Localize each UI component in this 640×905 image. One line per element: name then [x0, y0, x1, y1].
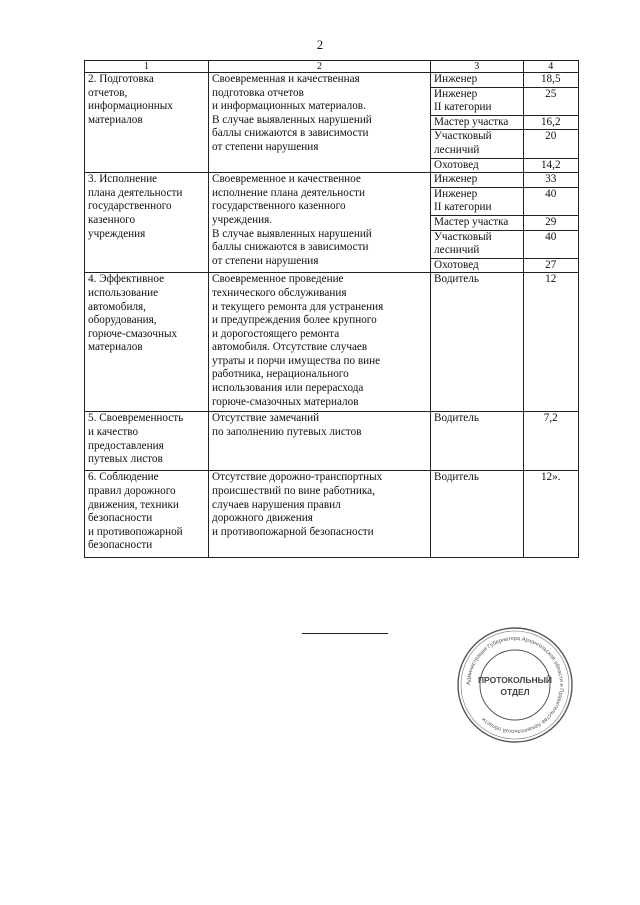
indicator-cell: 2. Подготовка отчетов, информационных материалов [85, 73, 209, 173]
position-points: 25 [523, 87, 578, 115]
position-points: 14,2 [540, 158, 561, 171]
position-points: 16,2 [523, 115, 578, 130]
table-row [85, 412, 579, 471]
header-col-3: 3 [431, 61, 523, 72]
position-points: 40 [523, 230, 578, 258]
position-points: 7,2 [543, 412, 558, 425]
position-name: Инженер II категории [431, 87, 523, 115]
position-name: Мастер участка [431, 215, 523, 230]
stamp-ring-text: Администрация Губернатора Архангельской области и Правительства Архангельской области [465, 635, 565, 735]
position-name: Мастер участка [431, 115, 523, 130]
criteria-table [84, 60, 579, 558]
criteria-cell: Своевременная и качественная подготовка отчетов и информационных материалов. В случае выявленных нарушений баллы снижаются в зависимости от степени нарушения [209, 73, 431, 173]
position-points: 12». [540, 471, 561, 484]
header-col-1: 1 [85, 61, 209, 73]
criteria-cell: Отсутствие дорожно-транспортных происшествий по вине работника, случаев нарушения правил дорожного движения и противопожарной безопасности [209, 471, 431, 558]
position-points: 29 [523, 215, 578, 230]
position-points: 12 [545, 273, 557, 286]
position-name: Водитель [431, 273, 523, 411]
indicator-cell: 5. Своевременность и качество предоставления путевых листов [85, 412, 209, 471]
position-points: 33 [523, 173, 578, 187]
indicator-cell: 4. Эффективное использование автомобиля, оборудования, горюче-смазочных материалов [85, 273, 209, 412]
position-name: Водитель [431, 412, 523, 470]
page-number: 2 [316, 38, 324, 52]
position-name: Водитель [431, 471, 523, 557]
position-name: Инженер [431, 73, 523, 87]
position-name: Инженер II категории [431, 187, 523, 215]
table-header-row [85, 61, 579, 73]
official-stamp [455, 625, 575, 745]
signature-line [302, 633, 388, 634]
criteria-cell: Своевременное проведение технического обслуживания и текущего ремонта для устранения и предупреждения более крупного и дорогостоящего ремонта автомобиля. Отсутствие случаев утраты и порчи имущества по вине работника, нерационального использования или перерасхода горюче-смазочных материалов [209, 273, 431, 412]
header-col-2: 2 [209, 61, 431, 73]
table-row [85, 471, 579, 558]
position-points: 18,5 [523, 73, 578, 87]
table-row [85, 73, 579, 173]
table-row [85, 273, 579, 412]
header-col-4: 4 [548, 61, 554, 72]
position-points: 20 [523, 130, 578, 158]
stamp-center-line-1: ПРОТОКОЛЬНЫЙ [477, 675, 553, 685]
criteria-cell: Отсутствие замечаний по заполнению путевых листов [209, 412, 431, 471]
position-points: 40 [523, 187, 578, 215]
position-name: Участковый лесничий [431, 230, 523, 258]
table-row [85, 173, 579, 273]
indicator-cell: 3. Исполнение плана деятельности государственного казенного учреждения [85, 173, 209, 273]
position-name: Инженер [431, 173, 523, 187]
indicator-cell: 6. Соблюдение правил дорожного движения, техники безопасности и противопожарной безопасности [85, 471, 209, 558]
position-name: Участковый лесничий [431, 130, 523, 158]
criteria-cell: Своевременное и качественное исполнение плана деятельности государственного казенного учреждения. В случае выявленных нарушений баллы снижаются в зависимости от степени нарушения [209, 173, 431, 273]
position-name: Охотовед [431, 158, 523, 172]
position-name: Охотовед [431, 258, 523, 272]
position-points: 27 [545, 258, 557, 271]
stamp-center-line-2: ОТДЕЛ [500, 687, 530, 697]
